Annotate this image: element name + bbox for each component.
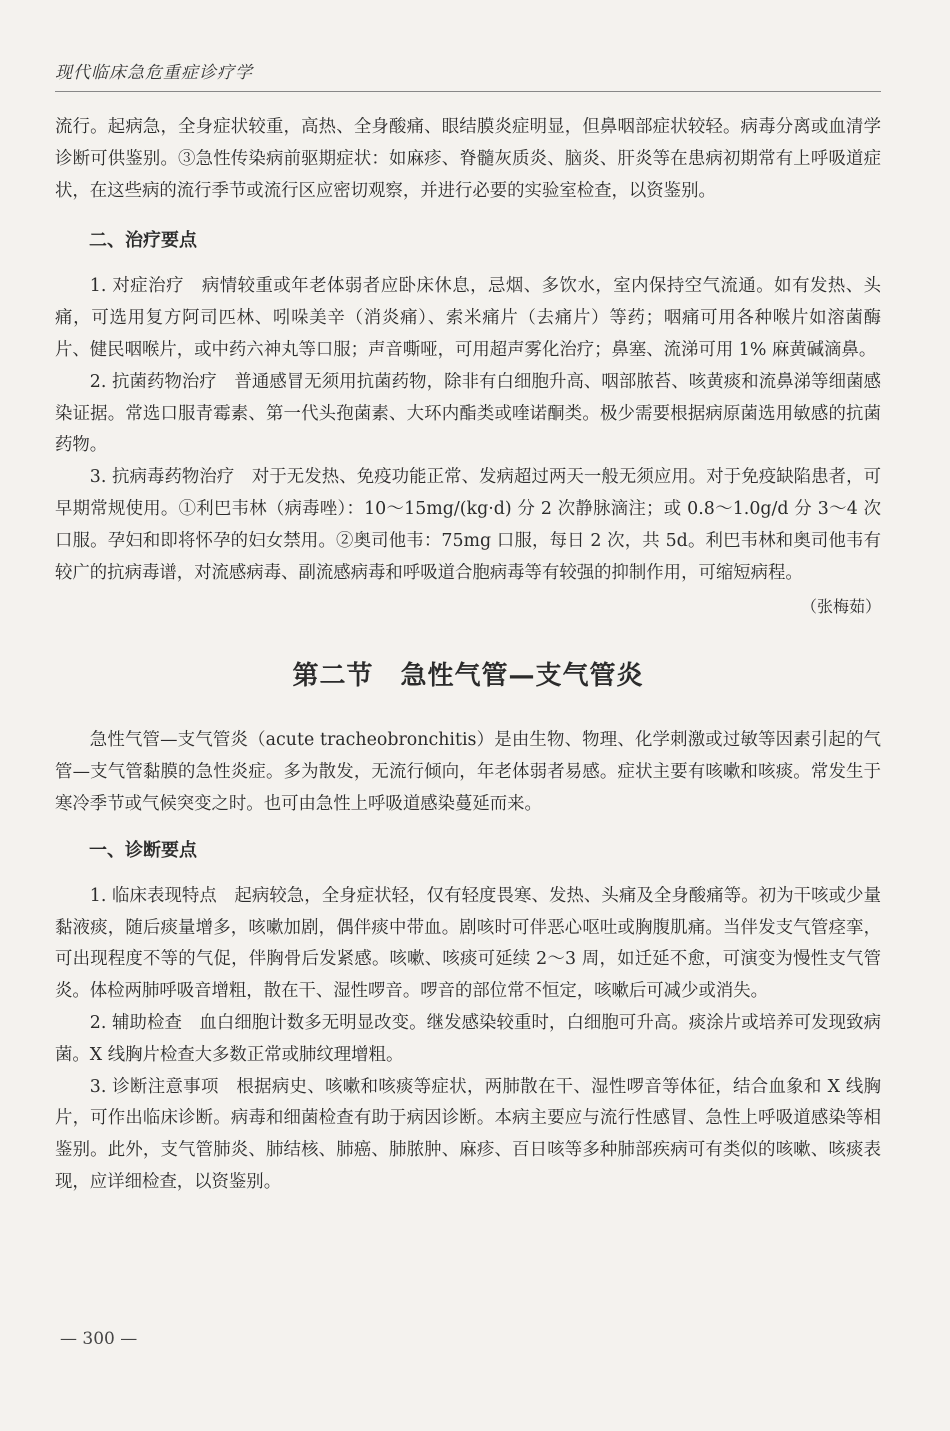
heading-diagnosis: 一、诊断要点 [89,839,197,861]
author-credit: （张梅茹） [800,597,881,617]
header-rule [55,91,881,92]
running-header: 现代临床急危重症诊疗学 [55,63,253,83]
diagnosis-paragraph-1: 1. 临床表现特点 起病较急，全身症状轻，仅有轻度畏寒、发热、头痛及全身酸痛等。初为干咳或少量黏液痰，随后痰量增多，咳嗽加剧，偶伴痰中带血。剧咳时可伴恶心呕吐或胸腹肌痛。当伴发支气管痉挛，可出现程度不等的气促，伴胸骨后发紧感。咳嗽、咳痰可延续 2～3 周，如迁延不愈，可演变为慢性支气管炎。体检两肺呼吸音增粗，散在干、湿性啰音。啰音的部位常不恒定，咳嗽后可减少或消失。 [55,885,881,1002]
diagnosis-paragraph-3: 3. 诊断注意事项 根据病史、咳嗽和咳痰等症状，两肺散在干、湿性啰音等体征，结合血象和 X 线胸片，可作出临床诊断。病毒和细菌检查有助于病因诊断。本病主要应与流行性感冒、急性上呼吸道感染等相鉴别。此外，支气管肺炎、肺结核、肺癌、肺脓肿、麻疹、百日咳等多种肺部疾病可有类似的咳嗽、咳痰表现，应详细检查，以资鉴别。 [55,1076,881,1192]
treatment-paragraph-1: 1. 对症治疗 病情较重或年老体弱者应卧床休息，忌烟、多饮水，室内保持空气流通。如有发热、头痛，可选用复方阿司匹林、吲哚美辛（消炎痛）、索米痛片（去痛片）等药；咽痛可用各种喉片如溶菌酶片、健民咽喉片，或中药六神丸等口服；声音嘶哑，可用超声雾化治疗；鼻塞、流涕可用 1% 麻黄碱滴鼻。 [55,276,881,360]
page-number: — 300 — [60,1329,138,1349]
diagnosis-paragraph-2: 2. 辅助检查 血白细胞计数多无明显改变。继发感染较重时，白细胞可升高。痰涂片或培养可发现致病菌。X 线胸片检查大多数正常或肺纹理增粗。 [55,1012,881,1065]
heading-treatment: 二、治疗要点 [89,230,197,252]
intro-paragraph: 急性气管—支气管炎（acute tracheobronchitis）是由生物、物理、化学刺激或过敏等因素引起的气管—支气管黏膜的急性炎症。多为散发，无流行倾向，年老体弱者易感。症状主要有咳嗽和咳痰。常发生于寒冷季节或气候突变之时。也可由急性上呼吸道感染蔓延而来。 [55,730,881,814]
page-body [55,112,881,1199]
treatment-paragraph-3: 3. 抗病毒药物治疗 对于无发热、免疫功能正常、发病超过两天一般无须应用。对于免疫缺陷患者，可早期常规使用。①利巴韦林（病毒唑）：10～15mg/(kg·d) 分 2 次静脉滴注；或 0.8～1.0g/d 分 3～4 次口服。孕妇和即将怀孕的妇女禁用。②奥司他韦：75mg 口服，每日 2 次，共 5d。利巴韦林和奥司他韦有较广的抗病毒谱，对流感病毒、副流感病毒和呼吸道合胞病毒等有较强的抑制作用，可缩短病程。 [55,467,881,583]
section-title: 第二节 急性气管—支气管炎 [292,661,644,692]
treatment-paragraph-2: 2. 抗菌药物治疗 普通感冒无须用抗菌药物，除非有白细胞升高、咽部脓苔、咳黄痰和流鼻涕等细菌感染证据。常选口服青霉素、第一代头孢菌素、大环内酯类或喹诺酮类。极少需要根据病原菌选用敏感的抗菌药物。 [55,371,881,456]
continuation-paragraph: 流行。起病急，全身症状较重，高热、全身酸痛、眼结膜炎症明显，但鼻咽部症状较轻。病毒分离或血清学诊断可供鉴别。③急性传染病前驱期症状：如麻疹、脊髓灰质炎、脑炎、肝炎等在患病初期常有上呼吸道症状，在这些病的流行季节或流行区应密切观察，并进行必要的实验室检查，以资鉴别。 [55,117,881,201]
